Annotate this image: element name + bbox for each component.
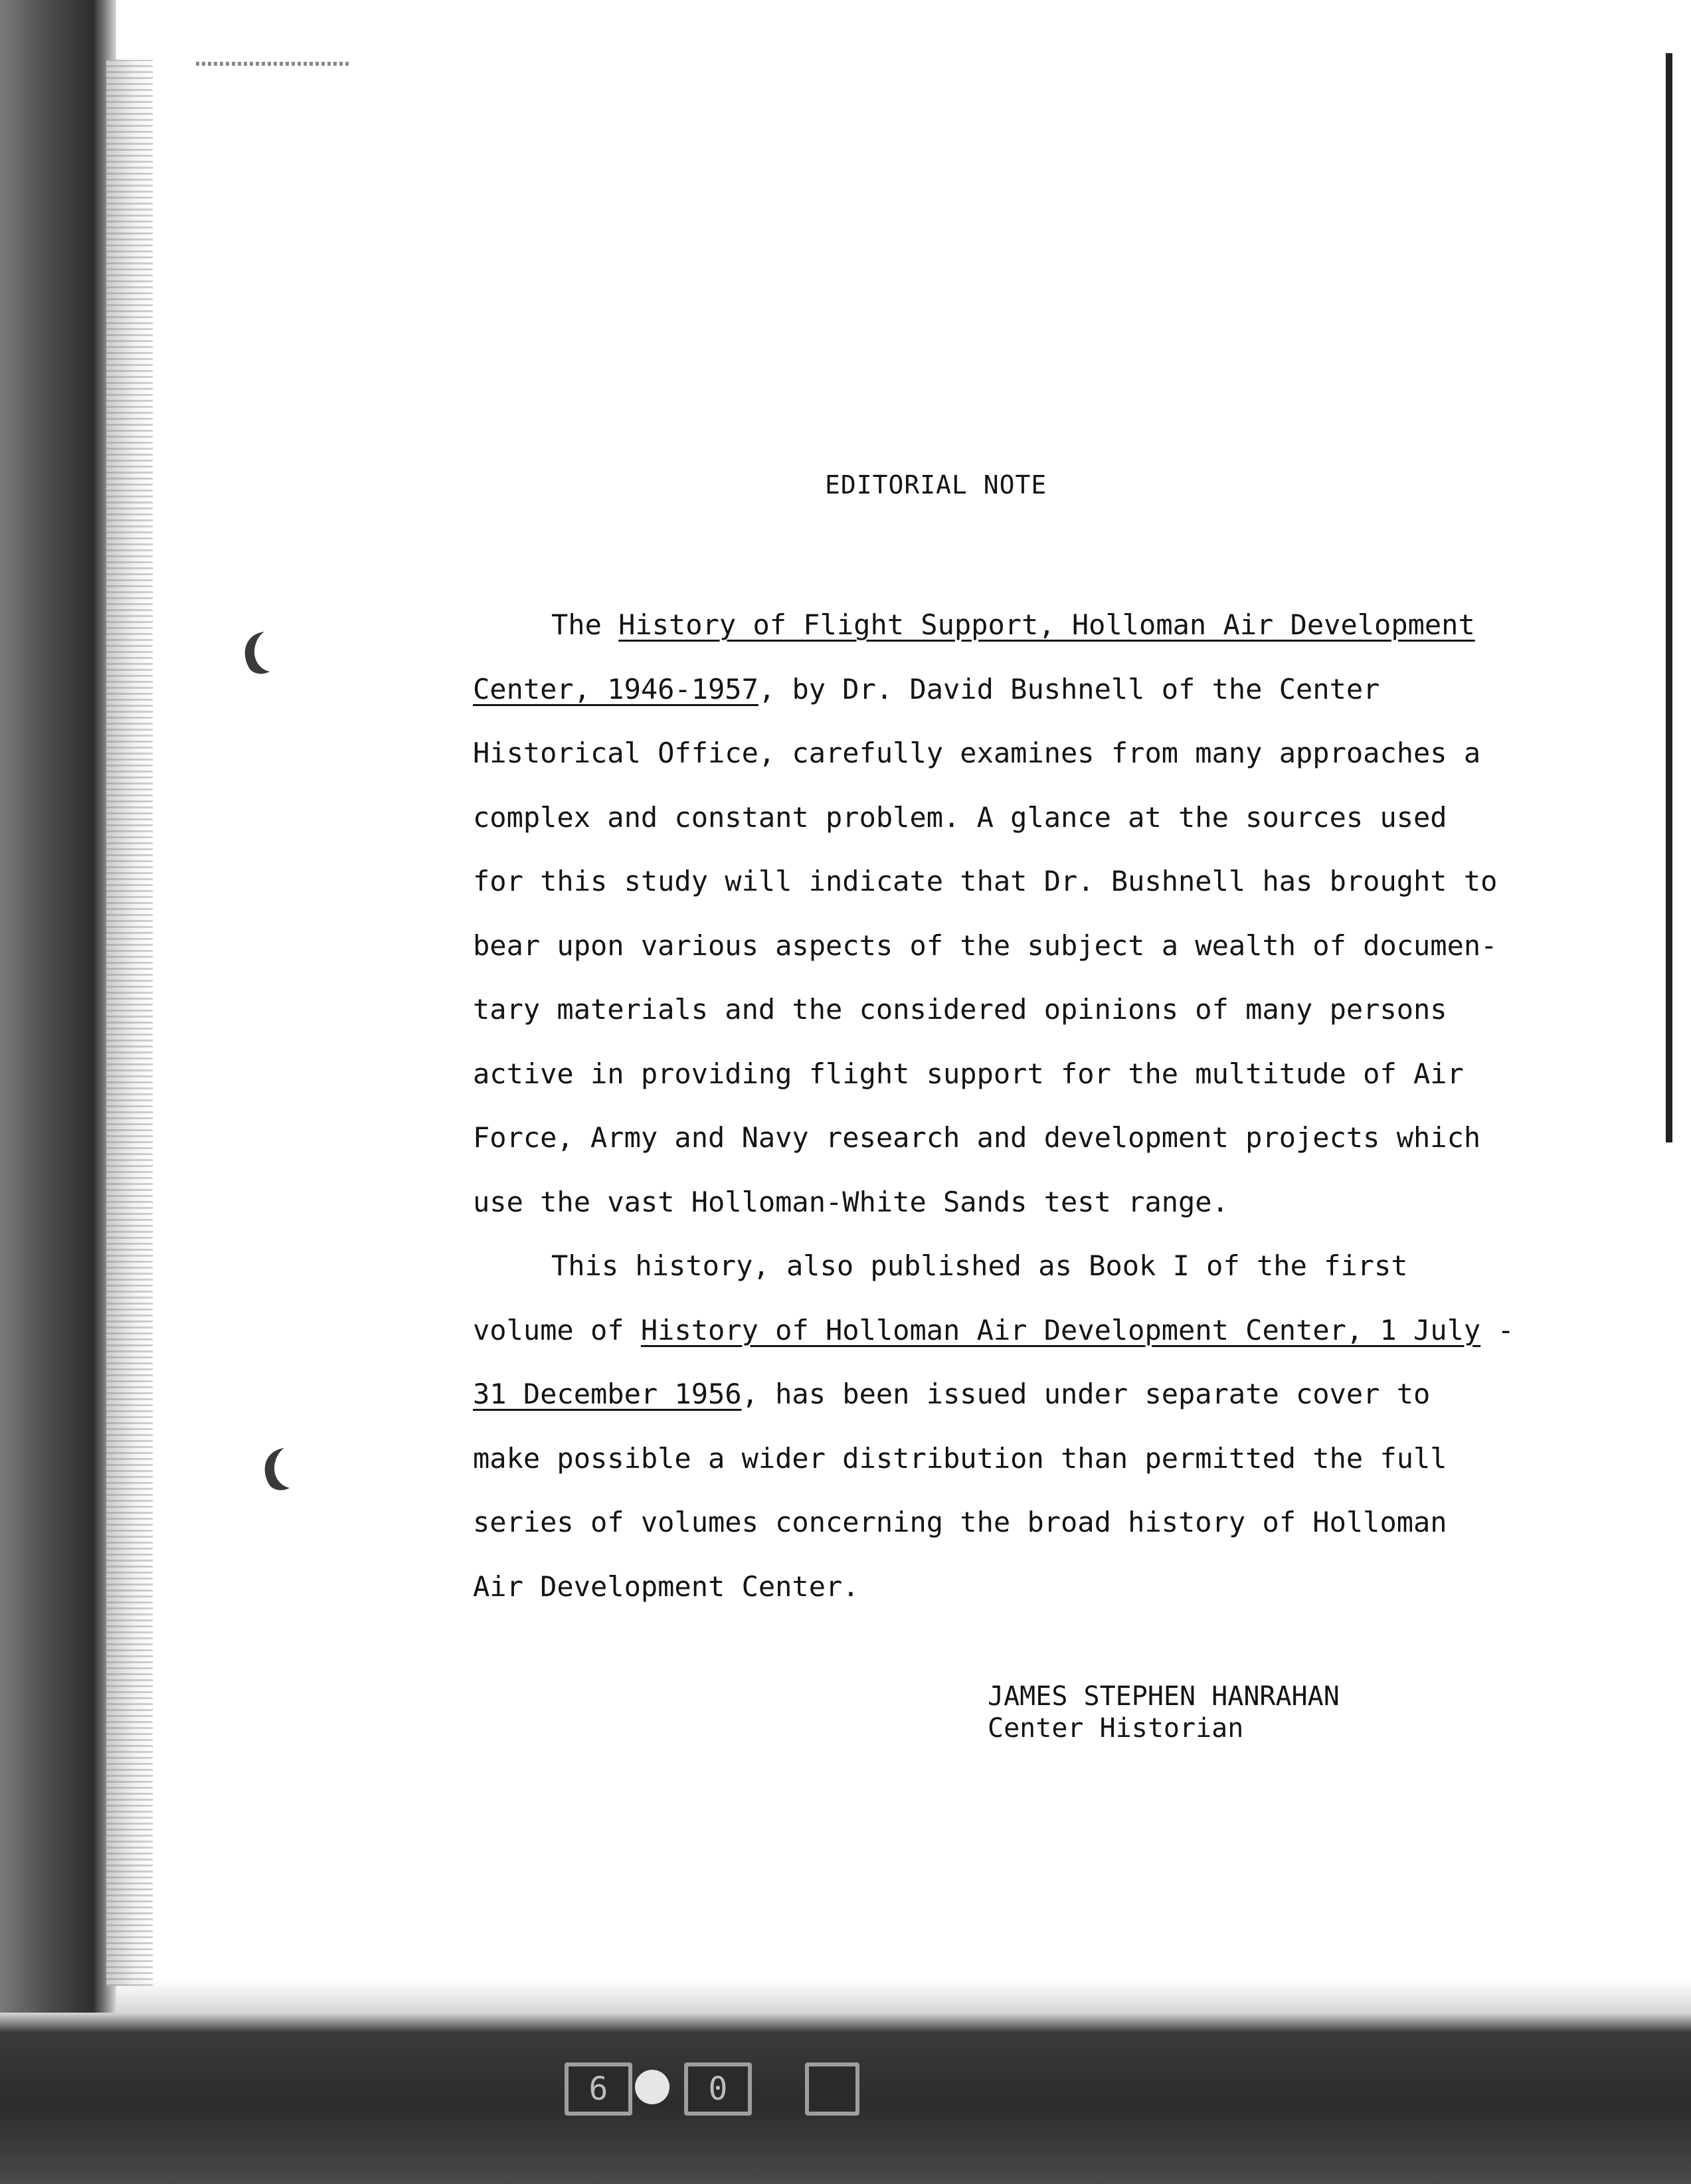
signature-role: Center Historian — [988, 1713, 1244, 1744]
text-line: active in providing flight support for the multitude of Air — [473, 1057, 1464, 1090]
text-line: The History of Flight Support, Holloman Air Development — [551, 608, 1475, 641]
text-line: Air Development Center. — [473, 1570, 859, 1603]
paragraph-2 — [473, 1234, 1514, 1619]
text-line: 31 December 1956, has been issued under separate cover to — [473, 1378, 1431, 1410]
text-line: make possible a wider distribution than permitted the full — [473, 1441, 1447, 1475]
paragraph-1 — [473, 593, 1498, 1234]
underlined-title: History of Holloman Air Development Center, 1 July — [640, 1313, 1481, 1346]
frame-counter-box — [805, 2062, 859, 2116]
frame-dot-icon — [635, 2070, 669, 2104]
scan-right-edge — [1666, 53, 1672, 1142]
scan-shadow-left — [106, 60, 153, 1986]
text-line: use the vast Holloman-White Sands test range. — [473, 1185, 1229, 1218]
text-line: Center, 1946-1957, by Dr. David Bushnell of the Center — [473, 672, 1380, 705]
punch-hole-icon — [238, 628, 275, 677]
text-line: tary materials and the considered opinions of many persons — [473, 993, 1447, 1026]
scan-top-mark — [196, 62, 349, 66]
text-line: for this study will indicate that Dr. Bushnell has brought to — [473, 865, 1498, 897]
signature-name: JAMES STEPHEN HANRAHAN — [988, 1681, 1340, 1712]
text-line: series of volumes concerning the broad history of Holloman — [473, 1506, 1447, 1538]
text-line: complex and constant problem. A glance at the sources used — [473, 800, 1447, 834]
underlined-title: 31 December 1956 — [473, 1378, 742, 1410]
text-line: bear upon various aspects of the subject a wealth of documen- — [473, 929, 1498, 962]
text-line: Force, Army and Navy research and development projects which — [473, 1121, 1481, 1154]
punch-hole-icon — [258, 1444, 295, 1493]
frame-counter-right: 0 — [708, 2070, 728, 2108]
frame-counter-left: 6 — [588, 2070, 608, 2108]
document-body — [473, 593, 1514, 1619]
frame-counter-box — [565, 2062, 632, 2116]
signature-block — [988, 1681, 1340, 1744]
underlined-title: History of Flight Support, Holloman Air Development — [618, 608, 1475, 641]
scan-border-left — [0, 0, 116, 2184]
text-line: volume of History of Holloman Air Development Center, 1 July - — [473, 1313, 1514, 1346]
frame-counter-box — [684, 2062, 752, 2116]
underlined-title: Center, 1946-1957 — [473, 672, 758, 705]
text-line: This history, also published as Book I of the first — [551, 1249, 1408, 1282]
page-title: EDITORIAL NOTE — [825, 470, 1047, 500]
text-line: Historical Office, carefully examines from many approaches a — [473, 737, 1481, 769]
